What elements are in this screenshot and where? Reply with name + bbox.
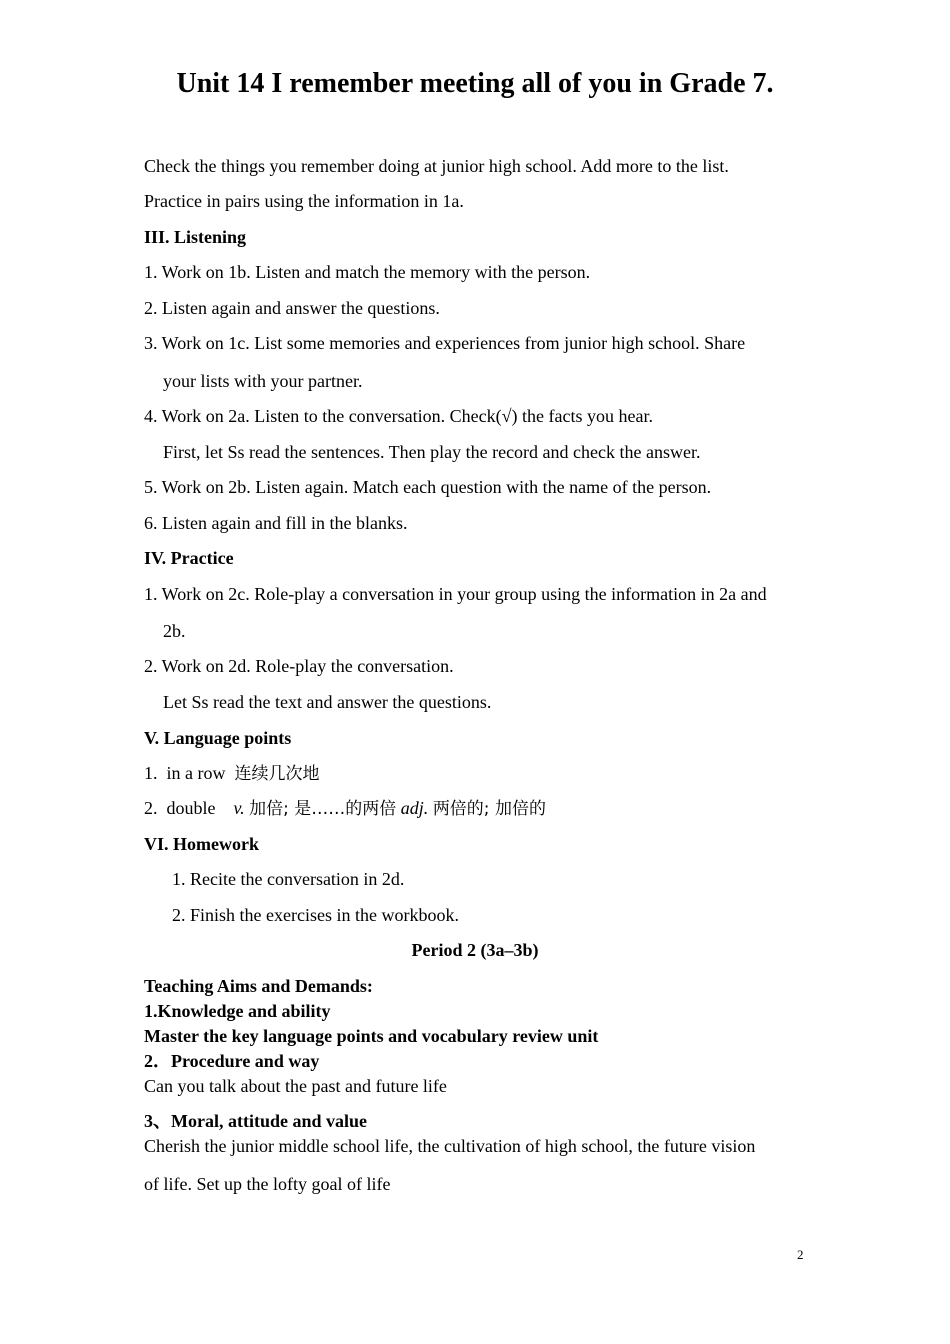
practice-item-1-cont: 2b. bbox=[163, 621, 186, 641]
language-heading: V. Language points bbox=[144, 728, 292, 748]
language-item-1-num: 1. bbox=[144, 763, 158, 783]
listening-item-4-note: First, let Ss read the sentences. Then play the record and check the answer. bbox=[163, 442, 701, 462]
language-item-2-chinese-adj: 两倍的; 加倍的 bbox=[432, 799, 546, 819]
listening-item-5: 5. Work on 2b. Listen again. Match each question with the name of the person. bbox=[144, 477, 712, 497]
homework-heading: VI. Homework bbox=[144, 834, 259, 854]
procedure-heading: 2．Procedure and way bbox=[144, 1051, 320, 1071]
moral-text-line-1: Cherish the junior middle school life, the cultivation of high school, the future vision bbox=[144, 1136, 756, 1156]
listening-item-1: 1. Work on 1b. Listen and match the memory with the person. bbox=[144, 262, 591, 282]
listening-item-4: 4. Work on 2a. Listen to the conversation. Check(√) the facts you hear. bbox=[144, 406, 653, 426]
language-item-1 bbox=[144, 761, 319, 786]
homework-item-2: 2. Finish the exercises in the workbook. bbox=[172, 905, 459, 925]
language-item-2-pos-verb: v. bbox=[233, 798, 245, 818]
listening-item-2: 2. Listen again and answer the questions. bbox=[144, 298, 440, 318]
practice-item-2-note: Let Ss read the text and answer the questions. bbox=[163, 692, 492, 712]
page-title: Unit 14 I remember meeting all of you in Grade 7. bbox=[176, 68, 774, 99]
procedure-text: Can you talk about the past and future life bbox=[144, 1076, 447, 1096]
listening-item-6: 6. Listen again and fill in the blanks. bbox=[144, 513, 408, 533]
aims-heading: Teaching Aims and Demands: bbox=[144, 976, 373, 996]
intro-line-1: Check the things you remember doing at junior high school. Add more to the list. bbox=[144, 156, 729, 176]
language-item-2 bbox=[144, 796, 546, 821]
page-number: 2 bbox=[797, 1247, 804, 1262]
language-item-1-chinese: 连续几次地 bbox=[234, 764, 320, 784]
homework-item-1: 1. Recite the conversation in 2d. bbox=[172, 869, 405, 889]
practice-item-2: 2. Work on 2d. Role-play the conversation. bbox=[144, 656, 454, 676]
knowledge-heading: 1.Knowledge and ability bbox=[144, 1001, 331, 1021]
intro-line-2: Practice in pairs using the information in 1a. bbox=[144, 191, 464, 211]
practice-heading: IV. Practice bbox=[144, 548, 234, 568]
practice-item-1: 1. Work on 2c. Role-play a conversation in your group using the information in 2a and bbox=[144, 584, 767, 604]
language-item-2-chinese-verb: 加倍; 是……的两倍 bbox=[249, 799, 397, 819]
listening-item-3-cont: your lists with your partner. bbox=[163, 371, 363, 391]
language-item-2-pos-adj: adj. bbox=[400, 798, 429, 818]
knowledge-text: Master the key language points and vocabulary review unit bbox=[144, 1026, 599, 1046]
language-item-2-word: double bbox=[166, 798, 216, 818]
language-item-1-phrase: in a row bbox=[166, 763, 226, 783]
listening-item-3: 3. Work on 1c. List some memories and experiences from junior high school. Share bbox=[144, 333, 746, 353]
period-heading: Period 2 (3a–3b) bbox=[411, 940, 539, 960]
language-item-2-num: 2. bbox=[144, 798, 158, 818]
listening-heading: III. Listening bbox=[144, 227, 247, 247]
moral-heading: 3、Moral, attitude and value bbox=[144, 1111, 367, 1131]
moral-text-line-2: of life. Set up the lofty goal of life bbox=[144, 1174, 391, 1194]
